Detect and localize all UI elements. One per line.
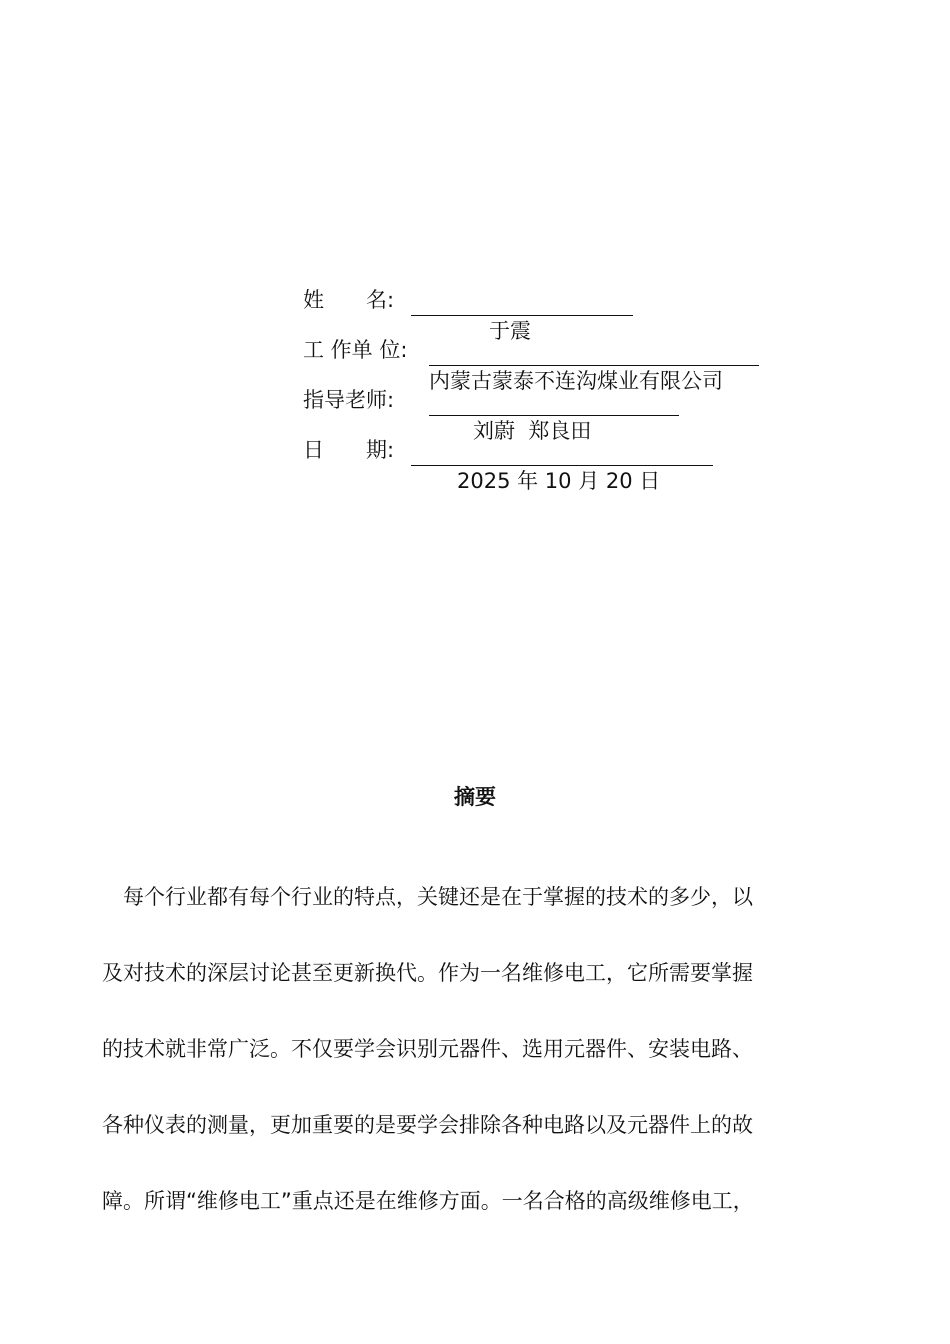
info-row-unit	[303, 332, 823, 393]
abstract-line: 各种仪表的测量，更加重要的是要学会排除各种电路以及元器件上的故	[102, 1113, 753, 1137]
unit-value: 内蒙古蒙泰不连沟煤业有限公司	[429, 369, 723, 393]
abstract-line: 及对技术的深层讨论甚至更新换代。作为一名维修电工，它所需要掌握	[102, 961, 753, 985]
abstract-body	[102, 878, 842, 1258]
teacher-label: 指导老师:	[303, 388, 395, 412]
teacher-field	[429, 382, 679, 443]
info-row-date	[303, 432, 823, 493]
unit-label: 工 作单 位:	[303, 338, 408, 362]
date-label: 日 期:	[303, 438, 395, 462]
teacher-value: 刘蔚 郑良田	[473, 419, 592, 443]
unit-field	[429, 332, 759, 393]
date-field	[411, 432, 713, 493]
date-value: 2025 年 10 月 20 日	[457, 469, 661, 493]
name-value: 于震	[489, 319, 531, 343]
abstract-line: 的技术就非常广泛。不仅要学会识别元器件、选用元器件、安装电路、	[102, 1037, 753, 1061]
info-row-name	[303, 282, 823, 343]
name-field	[411, 282, 633, 343]
abstract-line: 每个行业都有每个行业的特点，关键还是在于掌握的技术的多少，以	[102, 885, 753, 909]
abstract-line: 障。所谓“维修电工”重点还是在维修方面。一名合格的高级维修电工，	[102, 1189, 754, 1213]
name-label: 姓 名:	[303, 288, 395, 312]
abstract-title: 摘要	[454, 785, 496, 809]
personal-info-block	[303, 282, 823, 493]
info-row-teacher	[303, 382, 823, 443]
